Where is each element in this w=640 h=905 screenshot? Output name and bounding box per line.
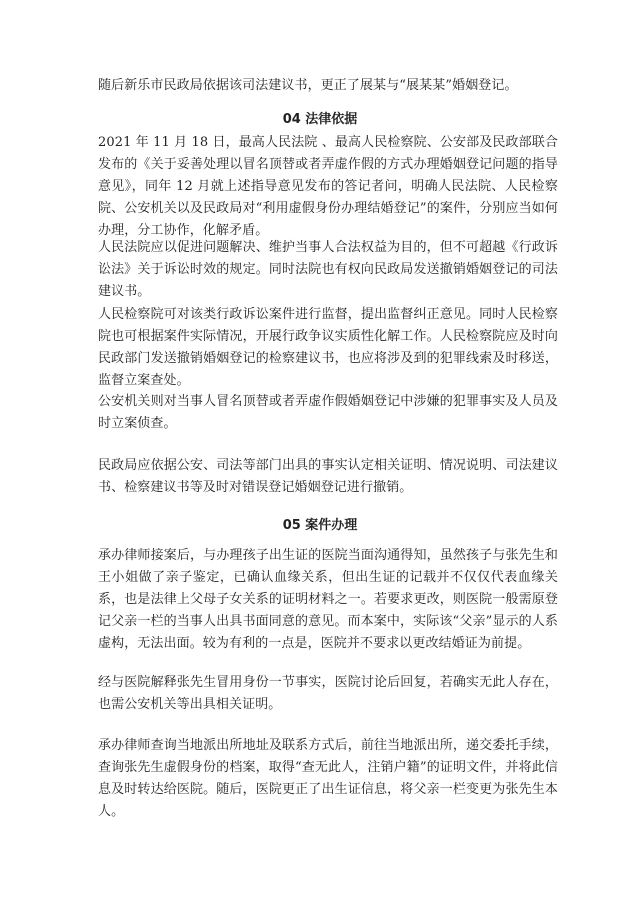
paragraph-guidance-opinion: 2021 年 11 月 18 日，最高人民法院 、最高人民检察院、公安部及民政部联合发布的《关于妥善处理以冒名顶替或者弄虚作假的方式办理婚姻登记问题的指导意见》，同年 12 月就上述指导意见发布的答记者问，明确人民法院、人民检察院、公安机关以及民政局对“利用虚假身份办理结婚登记”的案件，分别应当如何办理，分工协作，化解矛盾。 [98,135,558,238]
paragraph-court-role: 人民法院应以促进问题解决、维护当事人合法权益为目的，但不可超越《行政诉讼法》关于诉讼时效的规定。同时法院也有权向民政局发送撤销婚姻登记的司法建议书。 [98,240,558,299]
paragraph-procuratorate-role: 人民检察院可对该类行政诉讼案件进行监督，提出监督纠正意见。同时人民检察院也可根据案件实际情况，开展行政争议实质性化解工作。人民检察院应及时向民政部门发送撤销婚姻登记的检察建议书，也应将涉及到的犯罪线索及时移送，监督立案查处。 [98,307,558,388]
section-heading-case-handling: 05 案件办理 [282,518,358,533]
paragraph-hospital-communication: 承办律师接案后，与办理孩子出生证的医院当面沟通得知，虽然孩子与张先生和王小姐做了亲子鉴定，已确认血缘关系，但出生证的记载并不仅仅代表血缘关系，也是法律上父母子女关系的证明材料之一。若要求更改，则医院一般需原登记父亲一栏的当事人出具书面同意的意见。而本案中，实际该“父亲”显示的人系虚构，无法出面。较为有利的一点是，医院并不要求以更改结婚证为前提。 [98,548,558,651]
paragraph-civil-affairs-role: 民政局应依据公安、司法等部门出具的事实认定相关证明、情况说明、司法建议书、检察建议书等及时对错误登记婚姻登记进行撤销。 [98,458,558,495]
paragraph-hospital-reply: 经与医院解释张先生冒用身份一节事实，医院讨论后回复，若确实无此人存在，也需公安机关等出具相关证明。 [98,675,558,712]
paragraph-police-station-visit: 承办律师查询当地派出所地址及联系方式后，前往当地派出所，递交委托手续，查询张先生虚假身份的档案，取得“查无此人，注销户籍”的证明文件，并将此信息及时转达给医院。随后，医院更正了出生证信息，将父亲一栏变更为张先生本人。 [98,738,558,819]
section-heading-legal-basis: 04 法律依据 [282,112,358,127]
paragraph-police-role: 公安机关则对当事人冒名顶替或者弄虚作假婚姻登记中涉嫌的犯罪事实及人员及时立案侦查。 [98,394,558,431]
intro-paragraph: 随后新乐市民政局依据该司法建议书，更正了展某与“展某某”婚姻登记。 [98,78,518,93]
